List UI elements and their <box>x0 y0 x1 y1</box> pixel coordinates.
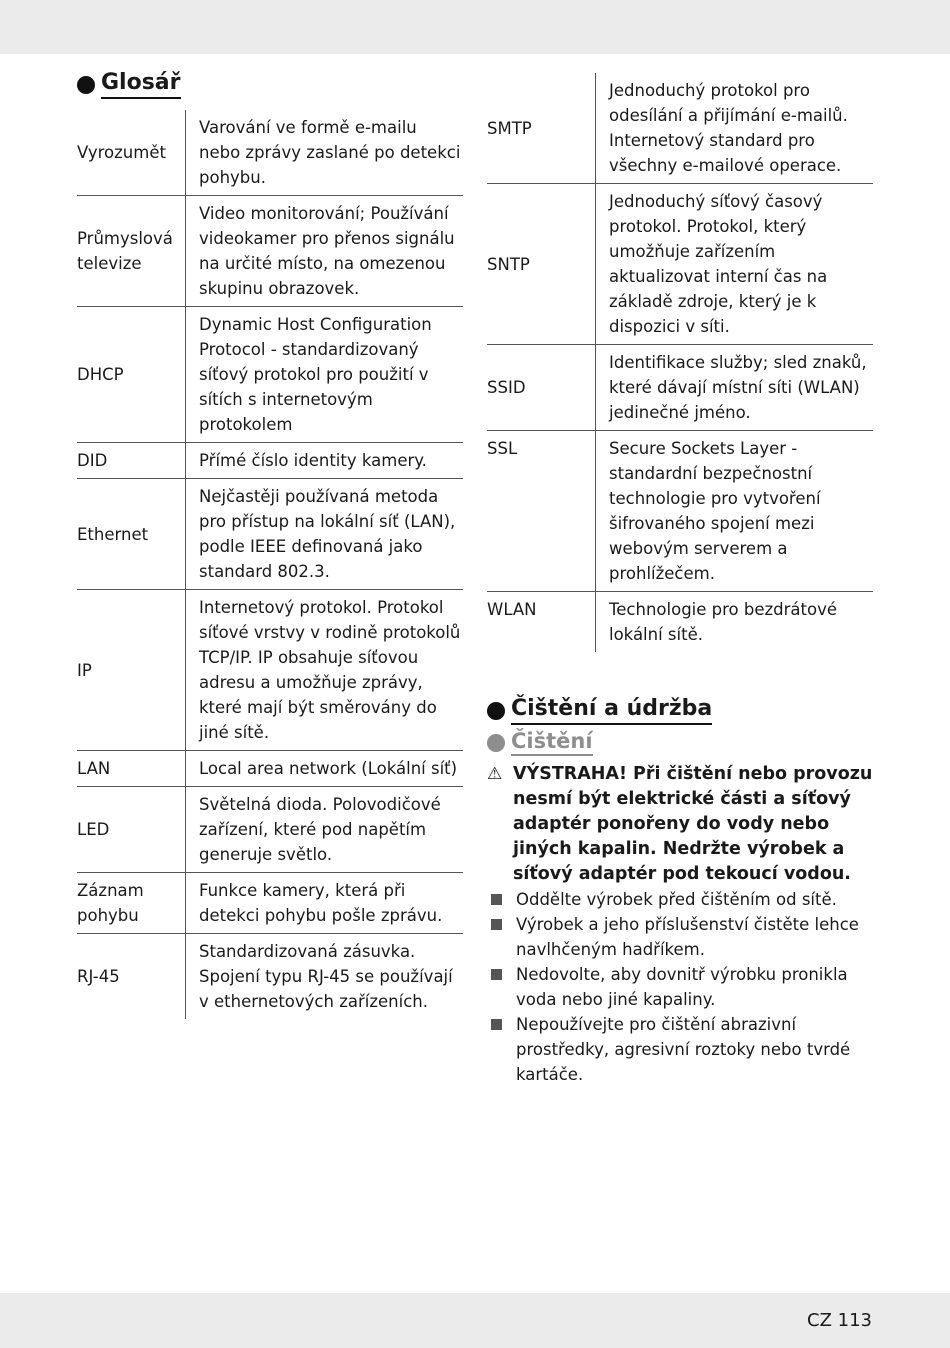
table-row <box>487 73 873 184</box>
glossary-table-left <box>77 110 463 1019</box>
glossary-definition: Video monitorování; Používání videokamer pro přenos signálu na určité místo, na omezenou skupinu obrazovek. <box>186 196 464 307</box>
cleaning-subheading-text: Čištění <box>511 729 593 756</box>
glossary-definition: Jednoduchý síťový časový protokol. Protokol, který umožňuje zařízením aktualizovat interní čas na základě zdroje, který je k dispozici v síti. <box>596 184 874 345</box>
bullet-dot-icon <box>77 76 95 94</box>
table-row <box>77 110 463 196</box>
glossary-term: LED <box>77 820 110 839</box>
glossary-term: SSL <box>487 439 518 458</box>
square-bullet-icon <box>491 969 502 980</box>
right-column <box>487 70 873 1087</box>
bullet-dot-icon <box>487 702 505 720</box>
glossary-definition: Secure Sockets Layer - standardní bezpečnostní technologie pro vytvoření šifrovaného spojení mezi webovým serverem a prohlížečem. <box>596 431 874 592</box>
warning-text: VÝSTRAHA! Při čištění nebo provozu nesmí být elektrické části a síťový adaptér ponořeny do vody nebo jiných kapalin. Nedržte výrobek a síťový adaptér pod tekoucí vodou. <box>513 764 873 884</box>
square-bullet-icon <box>491 919 502 930</box>
maintenance-heading <box>487 696 873 725</box>
table-row <box>77 590 463 751</box>
list-item <box>487 887 873 912</box>
warning-block <box>487 762 873 887</box>
table-row <box>487 431 873 592</box>
glossary-definition: Internetový protokol. Protokol síťové vrstvy v rodině protokolů TCP/IP. IP obsahuje síťovou adresu a umožňuje zprávy, které mají být směrovány do jiné sítě. <box>186 590 464 751</box>
glossary-definition: Standardizovaná zásuvka. Spojení typu RJ-45 se používají v ethernetových zařízeních. <box>186 934 464 1020</box>
left-column <box>77 70 463 1019</box>
glossary-term: SNTP <box>487 254 530 274</box>
table-row <box>77 751 463 787</box>
glossary-table-right <box>487 73 873 652</box>
glossary-definition: Identifikace služby; sled znaků, které dávají místní síti (WLAN) jedinečné jméno. <box>596 345 874 431</box>
glossary-heading <box>77 70 463 99</box>
list-item <box>487 1012 873 1087</box>
list-item-text: Nepoužívejte pro čištění abrazivní prostředky, agresivní roztoky nebo tvrdé kartáče. <box>516 1015 851 1084</box>
table-row <box>487 592 873 653</box>
header-band <box>0 0 950 54</box>
glossary-term: Vyrozumět <box>77 143 166 162</box>
list-item-text: Nedovolte, aby dovnitř výrobku pronikla voda nebo jiné kapaliny. <box>516 965 848 1009</box>
glossary-definition: Světelná dioda. Polovodičové zařízení, které pod napětím generuje světlo. <box>186 787 464 873</box>
list-item <box>487 912 873 962</box>
table-row <box>487 184 873 345</box>
cleaning-list <box>487 887 873 1087</box>
glossary-definition: Jednoduchý protokol pro odesílání a přijímání e-mailů. Internetový standard pro všechny e-mailové operace. <box>596 73 874 184</box>
glossary-term: Průmyslová televize <box>77 229 173 273</box>
glossary-term: SSID <box>487 378 526 397</box>
table-row <box>77 196 463 307</box>
glossary-term: RJ-45 <box>77 967 120 986</box>
glossary-term: DHCP <box>77 365 124 384</box>
glossary-term: WLAN <box>487 600 537 619</box>
list-item <box>487 962 873 1012</box>
table-row <box>77 934 463 1020</box>
table-row <box>77 443 463 479</box>
warning-triangle-icon: ⚠ <box>487 764 503 784</box>
page-number: CZ 113 <box>807 1310 872 1331</box>
glossary-heading-text: Glosář <box>101 70 181 99</box>
glossary-term: LAN <box>77 759 111 778</box>
cleaning-subheading <box>487 729 873 756</box>
glossary-term: IP <box>77 660 92 680</box>
glossary-term: SMTP <box>487 118 532 138</box>
table-row <box>77 479 463 590</box>
table-row <box>77 873 463 934</box>
list-item-text: Oddělte výrobek před čištěním od sítě. <box>516 890 837 909</box>
table-row <box>77 787 463 873</box>
glossary-definition: Nejčastěji používaná metoda pro přístup na lokální síť (LAN), podle IEEE definovaná jako standard 802.3. <box>186 479 464 590</box>
square-bullet-icon <box>491 1019 502 1030</box>
maintenance-heading-text: Čištění a údržba <box>511 696 712 725</box>
glossary-definition: Dynamic Host Configuration Protocol - standardizovaný síťový protokol pro použití v sítích s internetovým protokolem <box>186 307 464 443</box>
glossary-definition: Přímé číslo identity kamery. <box>186 443 464 479</box>
table-row <box>77 307 463 443</box>
table-row <box>487 345 873 431</box>
glossary-definition: Varování ve formě e-mailu nebo zprávy zaslané po detekci pohybu. <box>186 110 464 196</box>
glossary-definition: Funkce kamery, která při detekci pohybu pošle zprávu. <box>186 873 464 934</box>
glossary-term: Ethernet <box>77 524 149 544</box>
glossary-definition: Local area network (Lokální síť) <box>186 751 464 787</box>
list-item-text: Výrobek a jeho příslušenství čistěte lehce navlhčeným hadříkem. <box>516 915 859 959</box>
glossary-term: Záznam pohybu <box>77 881 144 925</box>
glossary-definition: Technologie pro bezdrátové lokální sítě. <box>596 592 874 653</box>
square-bullet-icon <box>491 894 502 905</box>
bullet-dot-icon <box>487 734 505 752</box>
glossary-term: DID <box>77 451 108 470</box>
